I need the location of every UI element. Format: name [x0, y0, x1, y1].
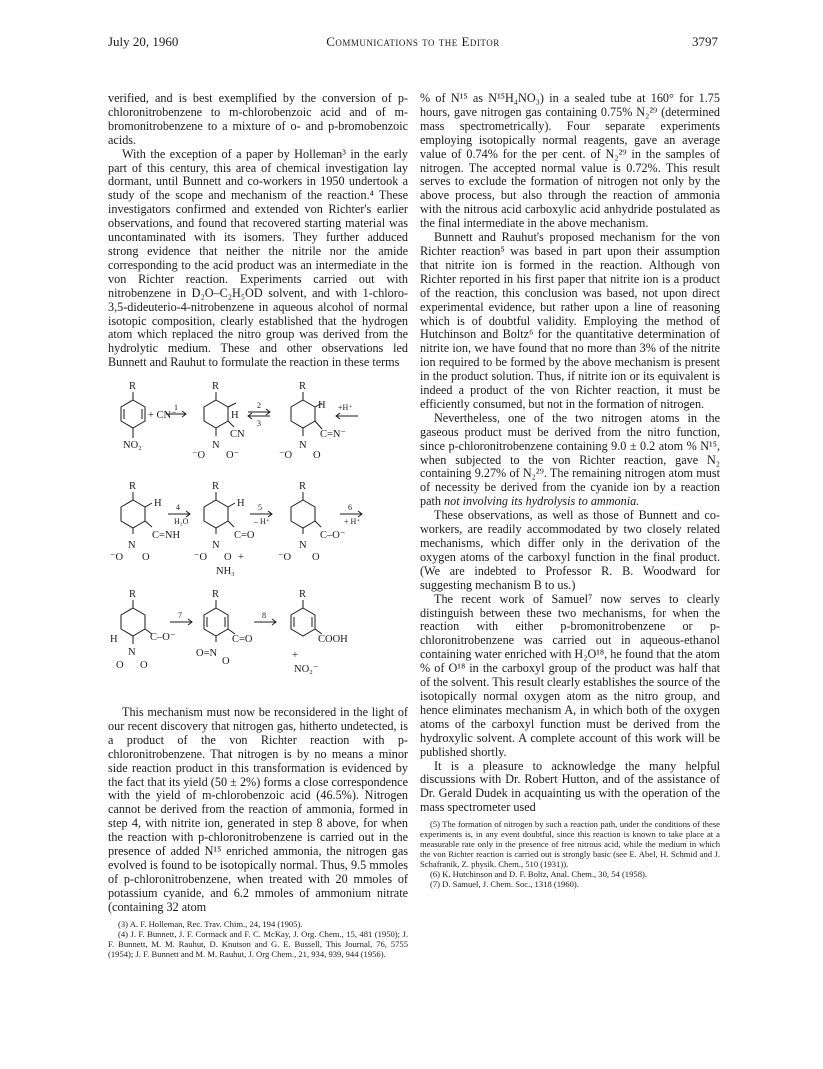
cyclohexadiene-ring	[204, 500, 228, 528]
nitro-oxygen: ⁻O	[278, 552, 292, 564]
footnote-5: (5) The formation of nitrogen by such a reaction path, under the conditions of these experiments is, in any event doubtful, since this reaction is known to take place at a measurable rate only in the presence of free nitrous acid, while the medium in which the von Richter reaction is carried out is strongly basic (see E. Abel, H. Schmid and J. Schafranik, Z. physik. Chem., 510 (1931)).	[420, 819, 720, 870]
step-number: 8	[262, 611, 266, 621]
paragraph: The recent work of Samuel⁷ now serves to clearly distinguish between these two mechanisms, for when the reaction with either p-bromonitrobenzene or p-chloronitrobenzene was carried out in aqueous-ethanol containing water enriched with H₂O¹⁸, he found that the atom % of O¹⁸ in the carboxyl group of the product was half that of the solvent. This result clearly establishes the source of the isotopically normal oxygen atom as the nitro group, and hence eliminates mechanism A, in which both of the oxygen atoms of the carboxyl function must be derived from the hydroxylic solvent. A complete account of this work will be published shortly.	[420, 591, 720, 759]
nitro-nitrogen: N	[128, 647, 136, 659]
nitrile-label: CN	[230, 429, 245, 441]
cyclohexadiene-ring	[204, 400, 228, 428]
cyclohexadiene-ring	[291, 400, 315, 428]
footnote-4: (4) J. F. Bunnett, J. F. Cormack and F. C. McKay, J. Org. Chem., 15, 481 (1950); J. F. Bunnett, M. M. Rauhut, D. Knutson and G. E. Bussell, This Journal, 76, 5755 (1954); J. F. Bunnett and M. M. Rauhut, J. Org Chem., 21, 934, 939, 944 (1956).	[108, 928, 408, 959]
nitro-oxygen: ⁻O	[192, 450, 206, 462]
paragraph	[420, 412, 720, 509]
page-header	[108, 34, 718, 52]
paragraph: This mechanism must now be reconsidered in the light of our recent discovery that nitrogen gas, hitherto undetected, is a product of the von Richter reaction with p-chloronitrobenzene. That nitrogen is by no means a minor side reaction product in this transformation is evidenced by the fact that its yield (50 ± 2%) forms a close correspondence with the yield of m-chlorobenzoic acid (46.5%). Nitrogen cannot be derived from the reaction of ammonia, formed in step 4, with nitrite ion, generated in step 8 above, for when the reaction with p-chloronitrobenzene is carried out in the presence of added N¹⁵ enriched ammonia, the nitrogen gas evolved is found to be isotopically normal. Thus, 9.5 mmoles of p-chloronitrobenzene, when treated with 20 mmoles of potassium cyanide, and 6.2 mmoles of ammonium nitrate (containing 32 atom	[108, 705, 408, 914]
nitro-oxygen: O	[142, 552, 150, 564]
running-title: Communications to the Editor	[326, 34, 500, 49]
step-number: 5	[258, 503, 262, 513]
step-number: 2	[257, 401, 261, 411]
nitro-nitrogen: N	[212, 440, 220, 452]
carbonyl-label: C=O	[232, 634, 253, 646]
nitro-oxygen: O⁻	[226, 450, 240, 462]
cyclohexadiene-ring	[121, 608, 145, 636]
substituent-r: R	[212, 589, 220, 601]
nitro-oxygen: O	[140, 660, 148, 672]
nitro-oxygen: O	[224, 552, 232, 564]
page-number: 3797	[692, 34, 718, 49]
paragraph: verified, and is best exemplified by the conversion of p-chloronitrobenzene to m-chlorobenzoic acid and of m-bromonitrobenzene to a mixture of o- and p-bromobenzoic acids.	[108, 91, 408, 147]
substituent-r: R	[129, 481, 137, 493]
cyclohexadiene-ring	[291, 500, 315, 528]
nitrite-label: NO₂⁻	[294, 664, 319, 676]
step-number: 4	[176, 503, 180, 513]
step-number: 7	[178, 611, 182, 621]
substituent-r: R	[212, 381, 220, 393]
substituent-r: R	[299, 381, 307, 393]
proton-loss-label: – H⁺	[254, 517, 270, 527]
reaction-mechanism-scheme	[108, 372, 408, 698]
hydrogen-label: H	[237, 498, 245, 510]
plus-sign: +	[238, 552, 244, 564]
alkoxide-label: C–O⁻	[320, 530, 346, 542]
paragraph-text: Nevertheless, one of the two nitrogen atoms in the gaseous product must be derived from the nitro function, since p-chloronitrobenzene containing 9.0 ± 0.2 atom % N¹⁵, when subjected to the von Richter reaction, gave N₂ containing 9.27% of N₂²⁹. The remaining nitrogen atom must of necessity be derived from the cyanide ion by a reaction path	[420, 410, 720, 509]
right-column	[420, 92, 720, 889]
carboxylic-acid-label: COOH	[318, 634, 348, 646]
nitro-nitrogen: N	[128, 540, 136, 552]
plus-sign: +	[292, 650, 298, 662]
paragraph: With the exception of a paper by Holleman³ in the early part of this century, this area of chemical investigation lay dormant, until Bunnett and co-workers in 1950 undertook a study of the scope and mechanism of the reaction.⁴ These investigators confirmed and extended von Richter's earlier observations, and found that recovered starting material was uncontaminated with its isomers. They further adduced strong evidence that neither the nitrile nor the amide corresponding to the acid product was an intermediate in the von Richter reaction. Experiments carried out with nitrobenzene in D₂O–C₂H₅OD solvent, and with 1-chloro-3,5-dideuterio-4-nitrobenzene in aqueous alcohol of normal isotopic composition, clearly established that the hydrogen atom which replaced the nitro group was derived from the hydrolytic medium. These and other observations led Bunnett and Rauhut to formulate the reaction in these terms	[108, 146, 408, 370]
substituent-r: R	[129, 381, 137, 393]
nitro-oxygen: ⁻O	[110, 552, 124, 564]
hydrogen-label: H	[154, 498, 162, 510]
imine-label: C=NH	[152, 530, 181, 542]
step-number: 3	[257, 419, 261, 429]
footnotes-left	[108, 919, 408, 959]
benzene-ring	[204, 608, 228, 636]
benzene-ring	[291, 608, 315, 636]
benzene-ring	[121, 400, 145, 428]
carbonyl-label: C=O	[234, 530, 255, 542]
substituent-r: R	[212, 481, 220, 493]
nitro-nitrogen: N	[299, 440, 307, 452]
nitrite-ester-label: O=N	[196, 648, 218, 660]
proton-label: + H⁺	[344, 517, 361, 527]
substituent-r: R	[129, 589, 137, 601]
emphasized-text: not involving its hydrolysis to ammonia.	[444, 494, 640, 509]
hydrogen-label: H	[318, 400, 326, 412]
paragraph: These observations, as well as those of Bunnett and co-workers, are readily accommodated by two closely related mechanisms, which differ only in the derivation of the oxygen atoms of the carboxyl function in the final product. (We are indebted to Professor R. B. Woodward for suggesting mechanism B to us.)	[420, 508, 720, 592]
footnote-6: (6) K. Hutchinson and D. F. Boltz, Anal. Chem., 30, 54 (1958).	[430, 869, 647, 880]
issue-date: July 20, 1960	[108, 34, 179, 49]
nitro-group-label: NO₂	[123, 440, 142, 452]
footnote-3: (3) A. F. Holleman, Rec. Trav. Chim., 24, 194 (1905).	[118, 918, 303, 929]
water-label: H₂O	[174, 517, 189, 527]
ammonia-label: NH₃	[216, 566, 235, 578]
left-column	[108, 92, 408, 959]
cyanide-label: + CN⁻	[148, 410, 177, 422]
alkoxide-label: C–O⁻	[150, 632, 176, 644]
footnote-7: (7) D. Samuel, J. Chem. Soc., 1318 (1960).	[430, 879, 579, 890]
step-number: 6	[348, 503, 352, 513]
nitro-nitrogen: N	[299, 540, 307, 552]
nitro-oxygen: O	[116, 660, 124, 672]
iminate-label: C=N⁻	[320, 429, 347, 441]
hydrogen-label: H	[231, 410, 239, 422]
footnotes-right	[420, 819, 720, 889]
nitro-oxygen: O	[313, 450, 321, 462]
nitro-oxygen: O	[222, 656, 230, 668]
step-number: 1	[174, 403, 178, 413]
nitro-nitrogen: N	[212, 540, 220, 552]
nitro-oxygen: O	[312, 552, 320, 564]
cyclohexadiene-ring	[121, 500, 145, 528]
nitro-oxygen: ⁻O	[194, 552, 208, 564]
hydrogen-label: H	[110, 634, 118, 646]
paragraph: It is a pleasure to acknowledge the many helpful discussions with Dr. Robert Hutton, and of the assistance of Dr. Gerald Dudek in acquainting us with the operation of the mass spectrometer used	[420, 758, 720, 815]
nitro-oxygen: ⁻O	[279, 450, 293, 462]
paragraph: % of N¹⁵ as N¹⁵H₄NO₃) in a sealed tube at 160° for 1.75 hours, gave nitrogen gas containing 0.75% N₂²⁹ (determined mass spectrometrically). Four separate experiments employing isotopically normal reagents, gave an average value of 0.74% for the per cent. of N₂²⁹ in the samples of nitrogen. The accepted normal value is 0.72%. This result serves to exclude the formation of nitrogen not only by the above process, but also through the reaction of ammonia with the nitrous acid carboxylic acid anhydride postulated as the final intermediate in the above mechanism.	[420, 91, 720, 231]
substituent-r: R	[299, 589, 307, 601]
proton-label: +H⁺	[338, 403, 353, 413]
substituent-r: R	[299, 481, 307, 493]
paragraph: Bunnett and Rauhut's proposed mechanism for the von Richter reaction⁵ was based in part upon their assumption that nitrite ion is formed in the reaction. Although von Richter reported in his first paper that nitrite ion is a product of the reaction, this conclusion was based, not upon direct experimental evidence, but rather upon a line of reasoning which is of doubtful validity. Employing the method of Hutchinson and Boltz⁶ for the quantitative determination of nitrite ion, we have found that no more than 3% of the nitrite ion required to be formed by the above mechanism is present in the product solution. Thus, if nitrite ion or its equivalent is indeed a product of the von Richter reaction, it must be efficiently consumed, but not in the formation of nitrogen.	[420, 230, 720, 411]
